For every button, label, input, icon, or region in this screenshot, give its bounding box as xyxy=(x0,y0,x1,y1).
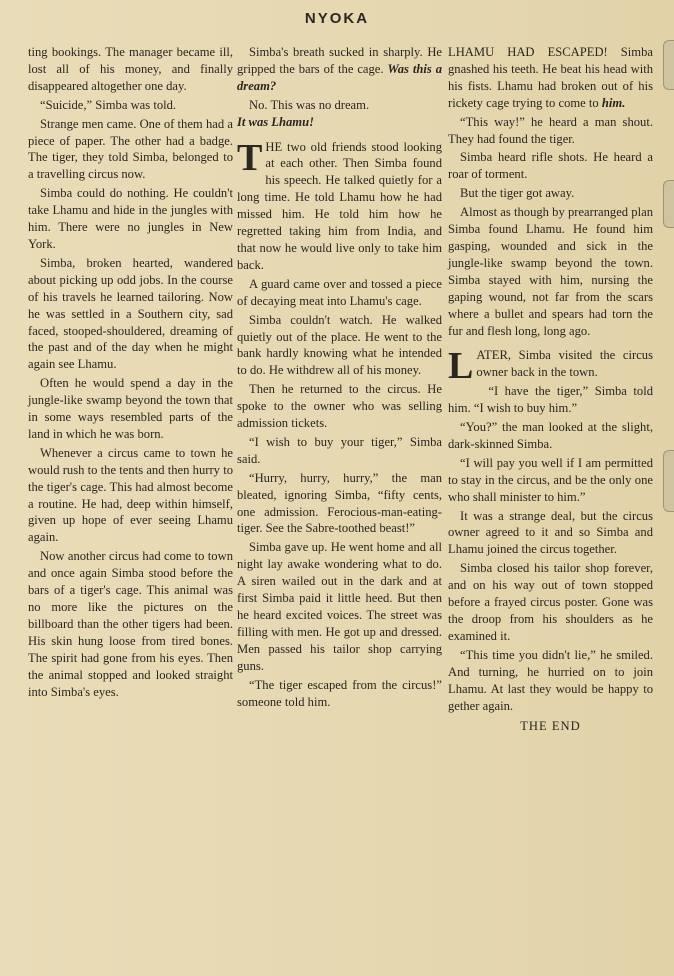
paragraph: Simba could do nothing. He couldn't take Lhamu and hide in the jungles with him. There were no jungles in New York. xyxy=(28,186,233,251)
paragraph: “I have the tiger,” Simba told him. “I wish to buy him.” xyxy=(448,384,653,416)
paragraph: Simba closed his tailor shop forever, and on his way out of town stopped before a frayed circus poster. Gone was the droop from his shoulders as he examined it. xyxy=(448,561,653,643)
paragraph xyxy=(237,97,442,131)
paragraph: “This way!” he heard a man shout. They had found the tiger. xyxy=(448,114,653,146)
binding-tab xyxy=(663,40,674,90)
paragraph: Strange men came. One of them had a piece of paper. The other had a badge. The tiger, they told Simba, belonged to a travelling circus now. xyxy=(28,116,233,182)
the-end-label: THE END xyxy=(520,719,581,734)
italic-text: It was Lhamu! xyxy=(237,114,314,129)
drop-cap: T xyxy=(237,136,263,179)
text-column-3 xyxy=(448,44,653,737)
paragraph: It was a strange deal, but the circus owner agreed to it and so Simba and Lhamu joined the circus together. xyxy=(448,508,653,557)
page-title: NYOKA xyxy=(304,10,370,27)
paragraph: Simba heard rifle shots. He heard a roar of torment. xyxy=(448,150,653,182)
drop-cap: L xyxy=(448,345,474,388)
text-column-1 xyxy=(28,44,233,702)
paragraph: “Suicide,” Simba was told. xyxy=(40,97,177,112)
italic-text: him. xyxy=(601,95,626,110)
paragraph-dropcap xyxy=(237,136,442,274)
paragraph: But the tiger got away. xyxy=(460,186,575,201)
paragraph: “You?” the man looked at the slight, dark-skinned Simba. xyxy=(448,420,653,451)
paragraph: “This time you didn't lie,” he smiled. And turning, he hurried on to join Lhamu. At last they would be happy to gether again. xyxy=(448,647,653,713)
paragraph-text: HE two old friends stood looking at each other. Then Simba found his speech. He talked quietly for a long time. He told Lhamu how he had missed him. He told him how he regretted taking him from India, and that now he would live only to take him back. xyxy=(237,139,442,272)
paragraph: “I wish to buy your tiger,” Simba said. xyxy=(237,434,442,466)
paragraph-text: LHAMU HAD ESCAPED! Simba gnashed his teeth. He beat his head with his fists. Lhamu had broken out of his rickety cage trying to come to xyxy=(448,45,653,110)
paragraph: Simba gave up. He went home and all night lay awake wondering what to do. A siren wailed out in the dark and at first Simba paid it little heed. But then he heard excited voices. The street was filling with men. He got up and dressed. Men passed his tailor shop carrying guns. xyxy=(237,540,442,673)
paragraph-text: No. This was no dream. xyxy=(249,97,370,112)
text-column-2 xyxy=(237,44,442,712)
paragraph: Then he returned to the circus. He spoke to the owner who was selling admission tickets. xyxy=(237,382,442,431)
binding-tabs xyxy=(662,30,674,590)
paragraph: Simba couldn't watch. He walked quietly out of the place. He went to the bank hardly knowing what he intended to do. He withdrew all of his money. xyxy=(237,312,442,378)
paragraph: ting bookings. The manager became ill, lost all of his money, and finally disappeared altogether one day. xyxy=(28,45,233,93)
paragraph: Now another circus had come to town and once again Simba stood before the bars of a tiger's cage. This animal was no more like the pictures on the billboard than the other tigers had been. His skin hung loose from tired bones. The spirit had gone from his eyes. Then the animal stopped and looked straight into Simba's eyes. xyxy=(28,549,233,699)
italic-text: Was this a dream? xyxy=(237,61,442,93)
paragraph xyxy=(237,44,442,95)
paragraph-dropcap xyxy=(448,345,653,388)
paragraph: A guard came over and tossed a piece of decaying meat into Lhamu's cage. xyxy=(237,276,442,308)
paragraph: “The tiger escaped from the circus!” someone told him. xyxy=(237,677,442,709)
paragraph: “I will pay you well if I am permitted to stay in the circus, and be the only one who shall minister to him.” xyxy=(448,455,653,504)
binding-tab xyxy=(663,180,674,228)
paragraph-text: ATER, Simba visited the circus owner back in the town. xyxy=(476,348,653,380)
paragraph-text: Simba's breath sucked in sharply. He gripped the bars of the cage. xyxy=(237,45,442,76)
paragraph: Whenever a circus came to town he would rush to the tents and then hurry to the tiger's cage. This had almost become a routine. He had, deep within himself, given up hope of ever seeing Lhamu again. xyxy=(28,445,233,545)
paragraph: Almost as though by prearranged plan Simba found Lhamu. He found him gasping, wounded and sick in the jungle-like swamp beyond the town. Simba stayed with him, nursing the gaping wound, not far from the scars where a bullet and spears had torn the fur and flesh long, long ago. xyxy=(448,205,653,338)
paragraph: Simba, broken hearted, wandered about picking up odd jobs. In the course of his travels he learned tailoring. Now he was settled in a Southern city, sad faced, stooped-shouldered, dreaming of the past and of the day when he might again see Lhamu. xyxy=(28,255,233,372)
paragraph xyxy=(448,44,653,112)
paragraph: Often he would spend a day in the jungle-like swamp beyond the town that in some ways resembled parts of the land in which he was born. xyxy=(28,376,233,441)
paragraph: “Hurry, hurry, hurry,” the man bleated, ignoring Simba, “fifty cents, one admission. Ferocious-man-eating-tiger. See the Sabre-toothed beast!” xyxy=(237,470,442,536)
binding-tab xyxy=(663,450,674,512)
